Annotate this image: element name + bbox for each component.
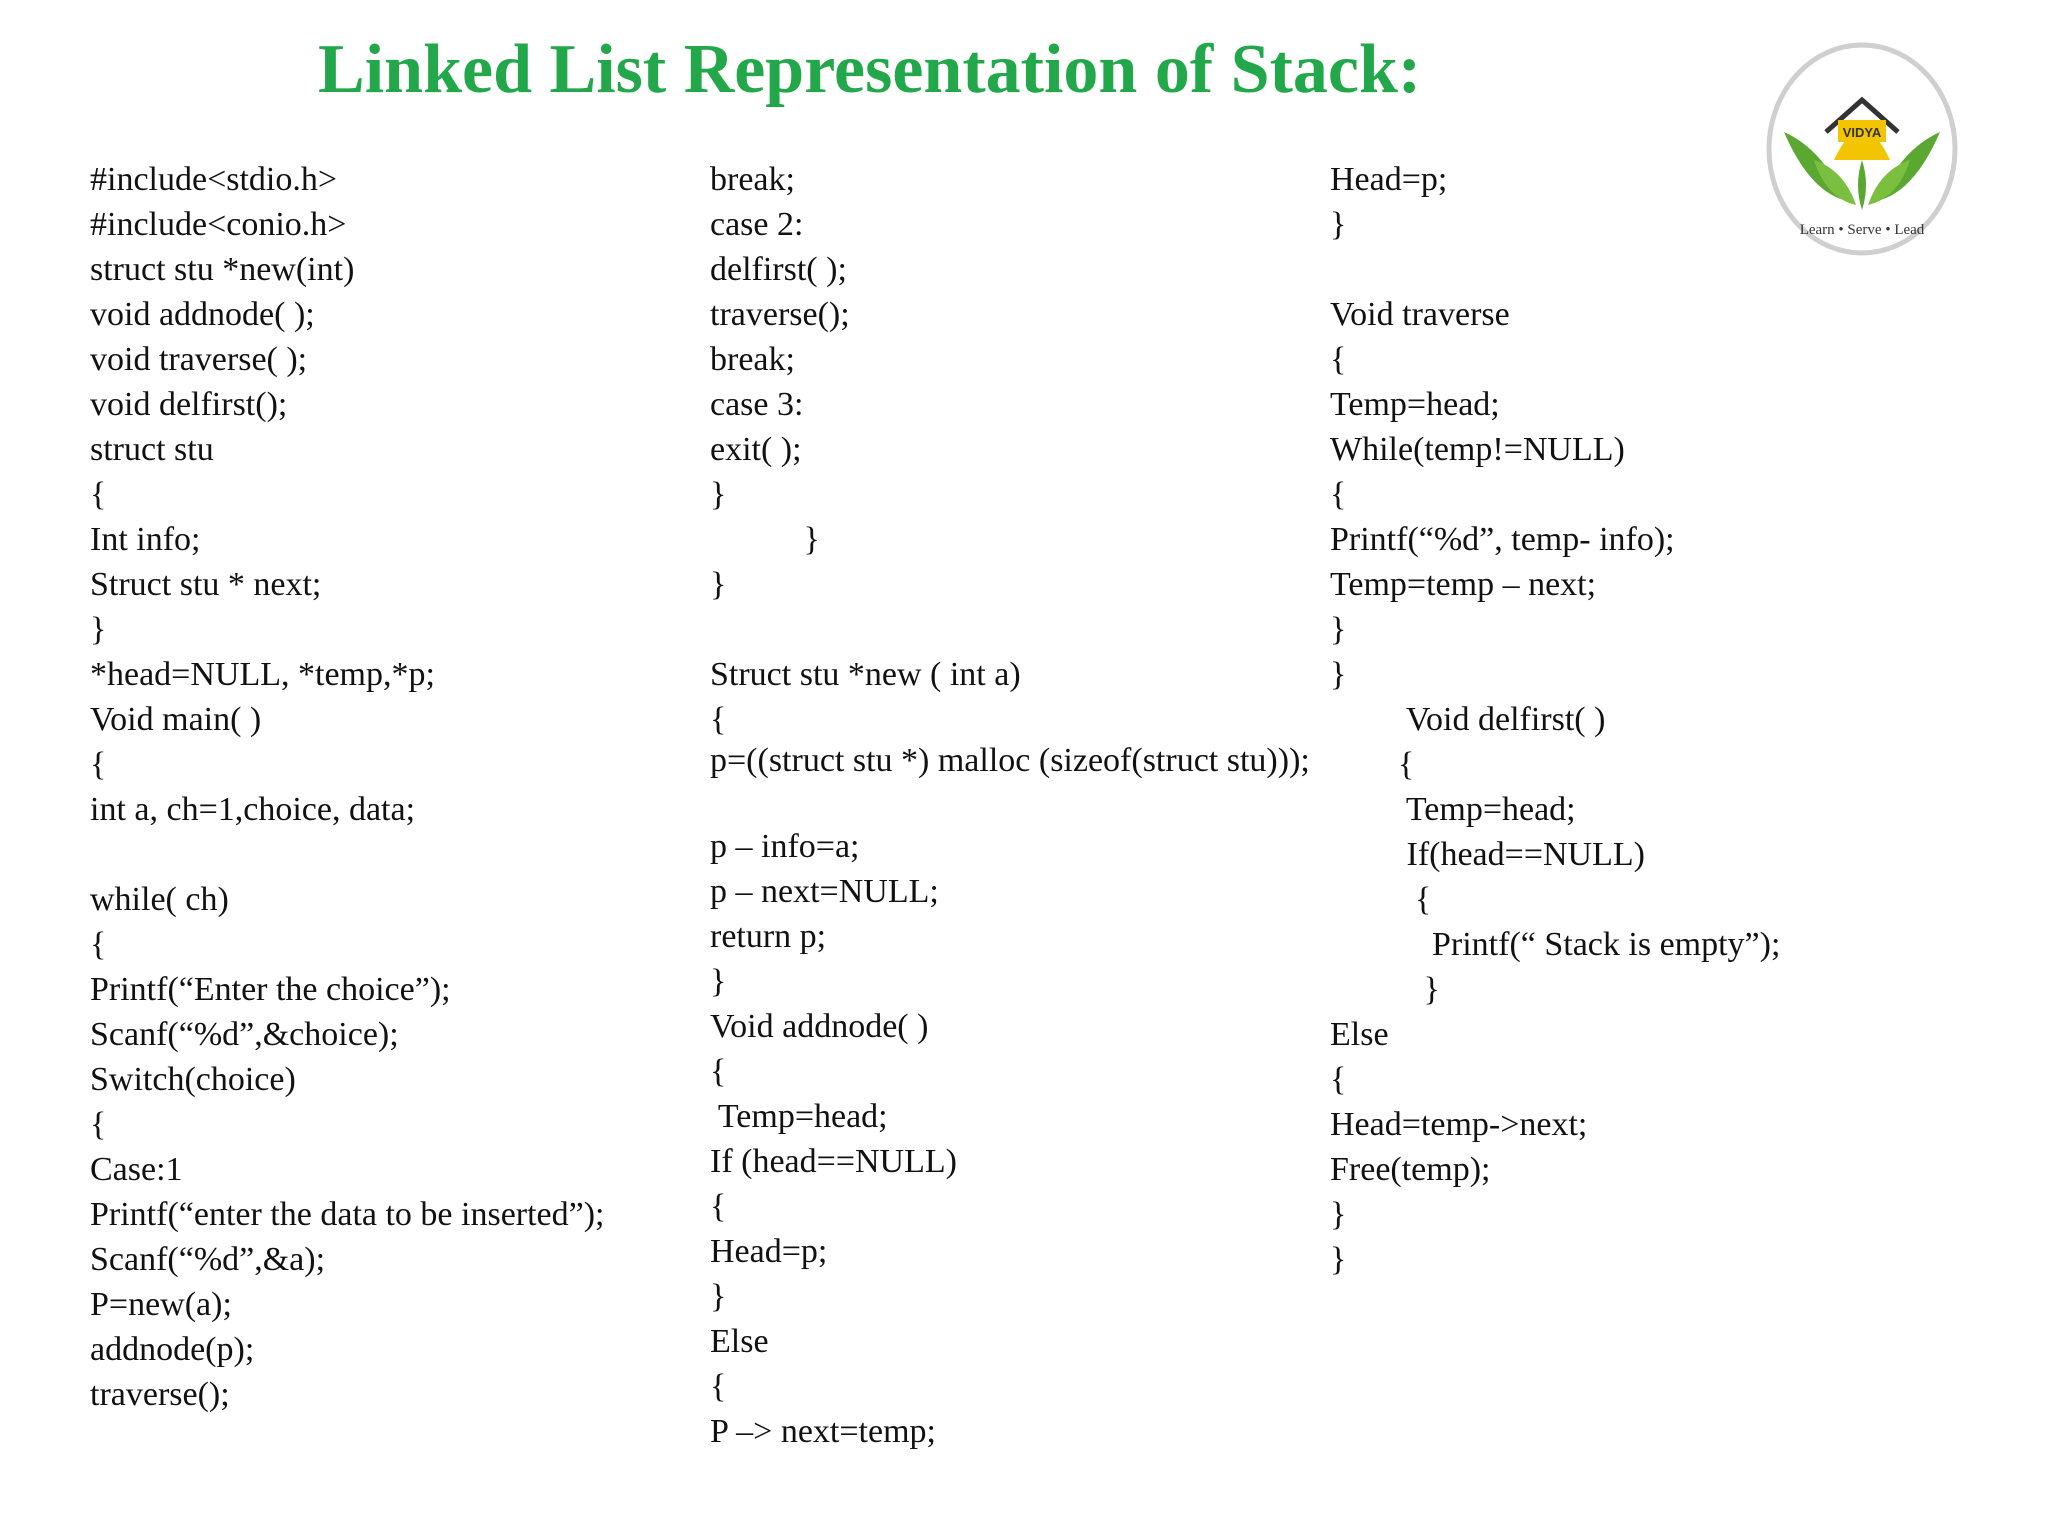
code-line: Void main( )	[90, 701, 262, 738]
logo-name: VIDYA	[1842, 125, 1882, 140]
code-line: {	[1330, 1061, 1347, 1098]
code-line: Head=p;	[1330, 161, 1448, 198]
code-line: }	[710, 1278, 727, 1315]
code-line: }	[1330, 971, 1440, 1008]
code-line: Temp=head;	[1330, 791, 1576, 828]
code-line: Void addnode( )	[710, 1008, 929, 1045]
code-line: {	[710, 701, 727, 738]
code-line: While(temp!=NULL)	[1330, 431, 1625, 468]
code-line: case 2:	[710, 206, 804, 243]
code-line: Printf(“enter the data to be inserted”);	[90, 1196, 605, 1233]
code-line: }	[1330, 1196, 1347, 1233]
code-line: }	[1330, 206, 1347, 243]
code-line: Head=temp->next;	[1330, 1106, 1588, 1143]
code-line: If(head==NULL)	[1330, 836, 1645, 873]
code-line: {	[90, 926, 107, 963]
code-line: }	[90, 611, 107, 648]
code-line: p – info=a;	[710, 828, 860, 865]
code-line: Void delfirst( )	[1330, 701, 1606, 738]
code-line: {	[710, 1188, 727, 1225]
code-line: p – next=NULL;	[710, 873, 939, 910]
code-line: Struct stu * next;	[90, 566, 322, 603]
code-line: break;	[710, 161, 795, 198]
code-line: Temp=temp – next;	[1330, 566, 1597, 603]
code-line: Scanf(“%d”,&choice);	[90, 1016, 399, 1053]
logo-tagline: Learn • Serve • Lead	[1799, 222, 1925, 238]
code-line: Void traverse	[1330, 296, 1510, 333]
code-column-3	[1330, 157, 1950, 1282]
code-column-1	[90, 157, 690, 1417]
code-line: Head=p;	[710, 1233, 828, 1270]
code-line: P –> next=temp;	[710, 1413, 936, 1450]
code-line: {	[90, 476, 107, 513]
code-line: {	[1330, 476, 1347, 513]
code-line: {	[710, 1368, 727, 1405]
code-line: Case:1	[90, 1151, 183, 1188]
code-line: void addnode( );	[90, 296, 315, 333]
code-line: }	[1330, 611, 1347, 648]
code-line: Struct stu *new ( int a)	[710, 656, 1021, 693]
code-line: traverse();	[710, 296, 850, 333]
code-line: }	[710, 476, 727, 513]
code-line: Printf(“Enter the choice”);	[90, 971, 451, 1008]
code-line: Free(temp);	[1330, 1151, 1491, 1188]
code-line: traverse();	[90, 1376, 230, 1413]
code-line: #include<conio.h>	[90, 206, 347, 243]
code-line: delfirst( );	[710, 251, 847, 288]
code-line: Else	[710, 1323, 769, 1360]
code-line: Printf(“ Stack is empty”);	[1330, 926, 1781, 963]
code-line	[1330, 247, 1950, 292]
code-line: #include<stdio.h>	[90, 161, 338, 198]
code-line: void traverse( );	[90, 341, 308, 378]
code-line: }	[710, 521, 820, 558]
code-line: struct stu *new(int)	[90, 251, 355, 288]
code-line: int a, ch=1,choice, data;	[90, 791, 416, 828]
code-line: exit( );	[710, 431, 802, 468]
code-line: while( ch)	[90, 881, 229, 918]
code-line: P=new(a);	[90, 1286, 232, 1323]
code-line: Temp=head;	[710, 1098, 888, 1135]
code-line: Printf(“%d”, temp- info);	[1330, 521, 1675, 558]
code-line: case 3:	[710, 386, 804, 423]
code-line: }	[710, 566, 727, 603]
code-line: {	[710, 1053, 727, 1090]
code-line: {	[90, 1106, 107, 1143]
code-line: If (head==NULL)	[710, 1143, 957, 1180]
code-line: struct stu	[90, 431, 214, 468]
code-line: Switch(choice)	[90, 1061, 296, 1098]
code-line: {	[90, 746, 107, 783]
code-line: }	[710, 963, 727, 1000]
code-line: return p;	[710, 918, 827, 955]
code-line	[710, 607, 1310, 652]
code-line: p=((struct stu *) malloc (sizeof(struct stu)));	[710, 742, 1310, 779]
code-line: Int info;	[90, 521, 201, 558]
code-line: addnode(p);	[90, 1331, 255, 1368]
code-line: Scanf(“%d”,&a);	[90, 1241, 326, 1278]
code-line: Temp=head;	[1330, 386, 1500, 423]
code-line: }	[1330, 1241, 1347, 1278]
slide-title: Linked List Representation of Stack:	[318, 31, 1422, 108]
code-line: Else	[1330, 1016, 1389, 1053]
code-line: {	[1330, 341, 1347, 378]
code-line	[90, 832, 690, 877]
code-line: void delfirst();	[90, 386, 288, 423]
code-line: }	[1330, 656, 1347, 693]
code-line: {	[1330, 746, 1415, 783]
code-line: {	[1330, 881, 1432, 918]
code-column-2	[710, 157, 1310, 1454]
code-line: break;	[710, 341, 795, 378]
code-line: *head=NULL, *temp,*p;	[90, 656, 435, 693]
